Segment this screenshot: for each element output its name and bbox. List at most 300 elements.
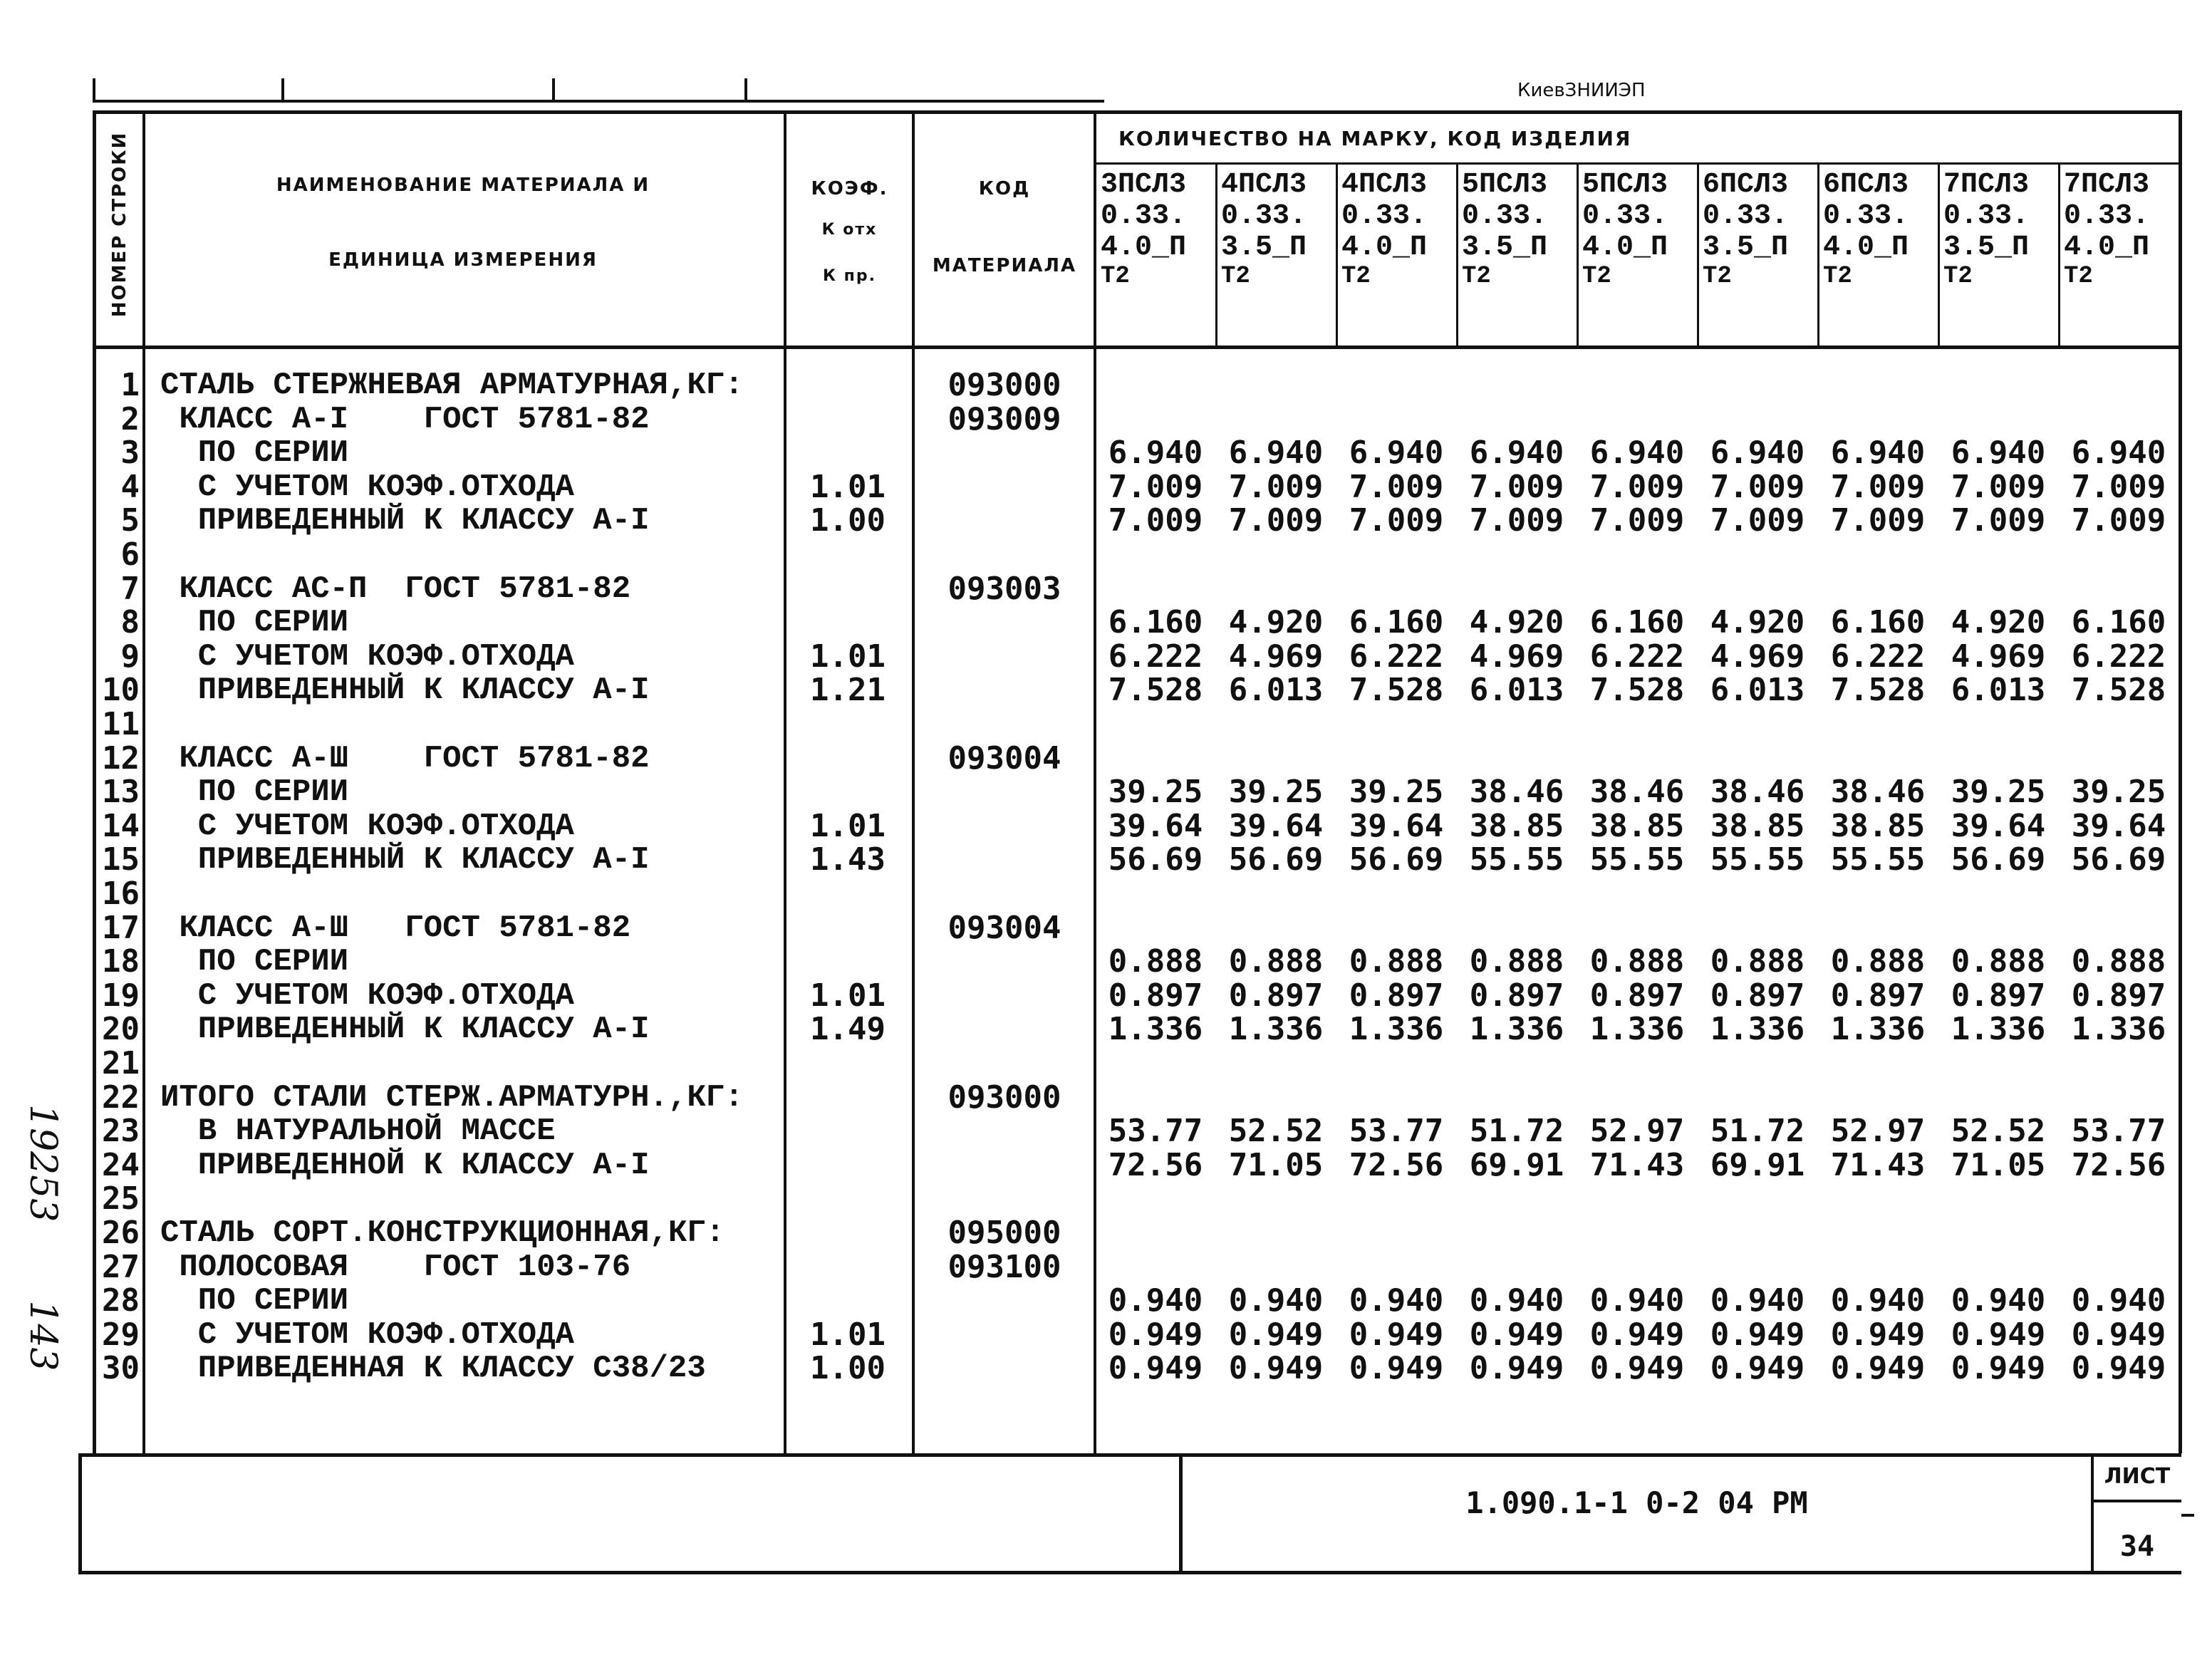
row-number: 9 <box>120 638 140 675</box>
quantity-cell: 0.888 <box>1469 943 1564 980</box>
quantity-cell: 0.888 <box>1349 943 1444 980</box>
row-number: 25 <box>102 1180 140 1217</box>
material-name: С УЧЕТОМ КОЭФ.ОТХОДА <box>160 808 574 844</box>
quantity-cell: 39.64 <box>2071 807 2166 844</box>
material-name: ПРИВЕДЕННЫЙ К КЛАССУ А-I <box>160 672 650 709</box>
quantity-cell: 7.009 <box>1830 502 1926 539</box>
quantity-cell: 7.528 <box>2071 672 2166 709</box>
row-number: 14 <box>102 807 140 844</box>
row-number: 8 <box>120 604 140 641</box>
quantity-cell: 7.009 <box>1349 468 1444 505</box>
quantity-cell: 0.897 <box>1108 977 1203 1014</box>
material-name: С УЧЕТОМ КОЭФ.ОТХОДА <box>160 977 574 1014</box>
quantity-cell: 52.97 <box>1589 1113 1685 1150</box>
product-column-header <box>1577 170 1702 289</box>
material-name: СТАЛЬ СТЕРЖНЕВАЯ АРМАТУРНАЯ,КГ: <box>160 368 744 403</box>
quantity-cell: 0.888 <box>1710 943 1805 980</box>
koef-value: 1.01 <box>810 468 886 505</box>
quantity-cell: 6.160 <box>1108 604 1203 641</box>
quantity-cell: 0.949 <box>2071 1350 2166 1387</box>
row-number: 5 <box>120 502 140 539</box>
document-code: 1.090.1-1 0-2 04 РМ <box>1465 1485 1808 1520</box>
quantity-cell: 1.336 <box>2071 1011 2166 1048</box>
col-sep-name <box>784 110 786 1453</box>
top-tick <box>744 78 747 103</box>
quantity-cell: 0.949 <box>1951 1316 2046 1353</box>
quantity-cell: 0.949 <box>1830 1316 1926 1353</box>
quantity-cell: 6.160 <box>2071 604 2166 641</box>
quantity-cell: 1.336 <box>1228 1011 1324 1048</box>
quantity-cell: 7.528 <box>1108 672 1203 709</box>
sheet-label: ЛИСТ <box>2104 1464 2171 1489</box>
product-header-line2: 0.33. <box>1943 200 2030 232</box>
material-code: 093004 <box>947 909 1061 946</box>
row-number: 21 <box>102 1045 140 1081</box>
footer-bottom <box>78 1571 2181 1574</box>
koef-value: 1.43 <box>810 841 886 878</box>
row-number: 19 <box>102 977 140 1014</box>
row-number: 15 <box>102 841 140 878</box>
quantity-cell: 52.52 <box>1951 1113 2046 1150</box>
quantity-cell: 6.160 <box>1830 604 1926 641</box>
material-name: В НАТУРАЛЬНОЙ МАССЕ <box>160 1113 556 1150</box>
col-sep-koef <box>912 110 915 1453</box>
material-name: ПО СЕРИИ <box>160 944 349 980</box>
quantity-cell: 53.77 <box>1108 1113 1203 1150</box>
quantity-cell: 7.009 <box>1228 502 1324 539</box>
koef-value: 1.00 <box>810 502 886 539</box>
quantity-cell: 6.222 <box>1589 638 1685 675</box>
product-header-line2: 0.33. <box>1582 200 1668 232</box>
quantity-cell: 7.528 <box>1589 672 1685 709</box>
quantity-cell: 6.940 <box>1349 435 1444 472</box>
quantity-cell: 0.897 <box>1951 977 2046 1014</box>
quantity-cell: 6.940 <box>1589 435 1685 472</box>
quantity-cell: 0.949 <box>1589 1316 1685 1353</box>
koef-value: 1.01 <box>810 807 886 844</box>
top-tick <box>281 78 284 103</box>
product-header-line1: 5ПСЛ3 <box>1582 169 1668 201</box>
quantity-cell: 38.46 <box>1710 774 1805 811</box>
quantity-cell: 39.25 <box>1951 774 2046 811</box>
quantity-cell: 71.05 <box>1951 1146 2046 1183</box>
body-bottom <box>78 1453 2181 1457</box>
quantity-cell: 1.336 <box>1349 1011 1444 1048</box>
quantity-cell: 4.920 <box>1951 604 2046 641</box>
material-code: 093009 <box>947 400 1061 437</box>
archive-number: 19253 <box>21 1104 64 1222</box>
code-header-line1: КОД <box>978 178 1031 199</box>
material-name: СТАЛЬ СОРТ.КОНСТРУКЦИОННАЯ,КГ: <box>160 1215 725 1251</box>
quantity-cell: 0.949 <box>1349 1316 1444 1353</box>
row-number: 1 <box>120 367 140 403</box>
quantity-cell: 0.940 <box>1349 1282 1444 1319</box>
quantity-cell: 6.222 <box>1108 638 1203 675</box>
name-header-line2: ЕДИНИЦА ИЗМЕРЕНИЯ <box>328 249 598 271</box>
material-name: КЛАСС А-Ш ГОСТ 5781-82 <box>160 740 650 777</box>
quantity-cell: 4.920 <box>1469 604 1564 641</box>
material-name: ПРИВЕДЕННЫЙ К КЛАССУ А-I <box>160 503 650 539</box>
product-header-line1: 6ПСЛ3 <box>1823 169 1909 201</box>
product-header-line3: 4.0_П <box>1823 232 1909 264</box>
product-header-line4: Т2 <box>1823 263 1852 290</box>
quantity-cell: 52.52 <box>1228 1113 1324 1150</box>
material-name: КЛАСС А-Ш ГОСТ 5781-82 <box>160 910 631 946</box>
sheet-box-left <box>2091 1453 2094 1574</box>
product-header-line3: 4.0_П <box>1101 232 1187 264</box>
material-name: ПРИВЕДЕННАЯ К КЛАССУ С38/23 <box>160 1351 706 1387</box>
row-number: 28 <box>102 1282 140 1319</box>
quantity-cell: 0.897 <box>1469 977 1564 1014</box>
product-header-line2: 0.33. <box>1341 200 1428 232</box>
row-number-header: НОМЕР СТРОКИ <box>109 131 130 318</box>
quantity-cell: 69.91 <box>1469 1146 1564 1183</box>
quantity-cell: 4.969 <box>1469 638 1564 675</box>
row-number: 23 <box>102 1113 140 1150</box>
product-header-line2: 0.33. <box>1101 200 1187 232</box>
sheet-box-mid <box>2091 1500 2181 1502</box>
material-name: ПО СЕРИИ <box>160 435 349 472</box>
quantity-cell: 0.949 <box>1108 1316 1203 1353</box>
quantity-cell: 1.336 <box>1710 1011 1805 1048</box>
quantity-cell: 56.69 <box>1228 841 1324 878</box>
quantity-cell: 0.888 <box>1228 943 1324 980</box>
row-number: 26 <box>102 1215 140 1251</box>
quantity-header: КОЛИЧЕСТВО НА МАРКУ, КОД ИЗДЕЛИЯ <box>1118 127 1632 150</box>
quantity-cell: 4.920 <box>1228 604 1324 641</box>
row-number: 2 <box>120 400 140 437</box>
quantity-cell: 6.222 <box>2071 638 2166 675</box>
quantity-cell: 0.949 <box>2071 1316 2166 1353</box>
name-header-line1: НАИМЕНОВАНИЕ МАТЕРИАЛА И <box>276 175 650 196</box>
product-column-header <box>2058 170 2184 289</box>
quantity-cell: 0.940 <box>1108 1282 1203 1319</box>
row-number: 11 <box>102 706 140 742</box>
quantity-cell: 53.77 <box>1349 1113 1444 1150</box>
quantity-cell: 55.55 <box>1469 841 1564 878</box>
product-header-line1: 3ПСЛ3 <box>1101 169 1187 201</box>
quantity-cell: 72.56 <box>1108 1146 1203 1183</box>
product-header-line4: Т2 <box>1943 263 1973 290</box>
material-name: ПРИВЕДЕННЫЙ К КЛАССУ А-I <box>160 842 650 878</box>
quantity-cell: 7.009 <box>1951 502 2046 539</box>
product-column-header <box>1456 170 1582 289</box>
header-bottom <box>93 346 2181 349</box>
quantity-cell: 0.949 <box>1830 1350 1926 1387</box>
product-header-line3: 3.5_П <box>1221 232 1307 264</box>
quantity-cell: 0.949 <box>1228 1316 1324 1353</box>
sheet-tick <box>2181 1514 2194 1517</box>
quantity-cell: 38.85 <box>1589 807 1685 844</box>
material-name: КЛАСС АС-П ГОСТ 5781-82 <box>160 571 631 607</box>
quantity-cell: 7.009 <box>1830 468 1926 505</box>
quantity-cell: 72.56 <box>2071 1146 2166 1183</box>
product-header-line2: 0.33. <box>1462 200 1548 232</box>
product-header-line3: 3.5_П <box>1943 232 2030 264</box>
product-header-line3: 3.5_П <box>1703 232 1789 264</box>
material-name: ПРИВЕДЕННЫЙ К КЛАССУ А-I <box>160 1012 650 1048</box>
quantity-cell: 0.940 <box>2071 1282 2166 1319</box>
quantity-cell: 7.009 <box>1710 502 1805 539</box>
quantity-cell: 55.55 <box>1589 841 1685 878</box>
product-header-line1: 7ПСЛ3 <box>2064 169 2150 201</box>
product-header-line3: 4.0_П <box>1341 232 1428 264</box>
material-code: 093004 <box>947 739 1061 777</box>
quantity-cell: 6.940 <box>1228 435 1324 472</box>
quantity-cell: 38.85 <box>1469 807 1564 844</box>
quantity-cell: 1.336 <box>1108 1011 1203 1048</box>
quantity-cell: 7.009 <box>2071 468 2166 505</box>
row-number: 16 <box>102 876 140 912</box>
quantity-cell: 55.55 <box>1830 841 1926 878</box>
product-header-line4: Т2 <box>1221 263 1250 290</box>
product-header-line3: 3.5_П <box>1462 232 1548 264</box>
product-column-header <box>1215 170 1341 289</box>
quantity-cell: 1.336 <box>1589 1011 1685 1048</box>
quantity-cell: 7.009 <box>1469 502 1564 539</box>
quantity-cell: 0.897 <box>1228 977 1324 1014</box>
top-tick <box>93 78 95 103</box>
quantity-cell: 51.72 <box>1469 1113 1564 1150</box>
quantity-cell: 0.949 <box>1710 1316 1805 1353</box>
product-header-line2: 0.33. <box>1221 200 1307 232</box>
material-name: С УЧЕТОМ КОЭФ.ОТХОДА <box>160 469 574 505</box>
quantity-cell: 0.949 <box>1951 1350 2046 1387</box>
quantity-cell: 38.85 <box>1830 807 1926 844</box>
quantity-cell: 7.009 <box>1228 468 1324 505</box>
quantity-cell: 0.949 <box>1469 1350 1564 1387</box>
product-header-line4: Т2 <box>1341 263 1371 290</box>
quantity-cell: 6.940 <box>1710 435 1805 472</box>
quantity-cell: 0.949 <box>1469 1316 1564 1353</box>
koef-value: 1.21 <box>810 672 886 709</box>
quantity-cell: 38.46 <box>1830 774 1926 811</box>
product-header-line2: 0.33. <box>1823 200 1909 232</box>
material-code: 093000 <box>947 367 1061 403</box>
quantity-cell: 56.69 <box>1951 841 2046 878</box>
row-number: 27 <box>102 1248 140 1285</box>
quantity-cell: 7.009 <box>1349 502 1444 539</box>
product-column-header <box>1817 170 1943 289</box>
quantity-cell: 0.940 <box>1830 1282 1926 1319</box>
row-number: 7 <box>120 570 140 607</box>
quantity-cell: 39.64 <box>1228 807 1324 844</box>
quantity-cell: 7.009 <box>1589 468 1685 505</box>
top-stamp: КиевЗНИИЭП <box>1517 80 1646 101</box>
quantity-cell: 0.949 <box>1710 1350 1805 1387</box>
quantity-cell: 4.969 <box>1710 638 1805 675</box>
quantity-header-sep <box>1094 162 2181 165</box>
material-name: С УЧЕТОМ КОЭФ.ОТХОДА <box>160 638 574 675</box>
koef-value: 1.01 <box>810 1316 886 1353</box>
quantity-cell: 0.949 <box>1589 1350 1685 1387</box>
product-header-line4: Т2 <box>1462 263 1491 290</box>
material-code: 093003 <box>947 570 1061 607</box>
quantity-cell: 7.528 <box>1830 672 1926 709</box>
row-number: 18 <box>102 943 140 980</box>
koef-header-line2: К отх <box>821 221 878 239</box>
quantity-cell: 7.009 <box>1710 468 1805 505</box>
quantity-cell: 7.528 <box>1349 672 1444 709</box>
quantity-cell: 7.009 <box>1469 468 1564 505</box>
quantity-cell: 39.25 <box>1228 774 1324 811</box>
product-header-line2: 0.33. <box>2064 200 2150 232</box>
material-name: ПО СЕРИИ <box>160 605 349 641</box>
product-header-line1: 5ПСЛ3 <box>1462 169 1548 201</box>
product-header-line3: 4.0_П <box>1582 232 1668 264</box>
quantity-cell: 7.009 <box>1108 502 1203 539</box>
code-header-line2: МАТЕРИАЛА <box>932 255 1077 276</box>
product-header-line1: 4ПСЛ3 <box>1341 169 1428 201</box>
quantity-cell: 55.55 <box>1710 841 1805 878</box>
quantity-cell: 6.160 <box>1589 604 1685 641</box>
quantity-cell: 39.64 <box>1951 807 2046 844</box>
quantity-cell: 6.013 <box>1228 672 1324 709</box>
koef-header-line3: К пр. <box>823 267 876 285</box>
top-border-line <box>93 100 1104 103</box>
material-name: ПО СЕРИИ <box>160 774 349 811</box>
quantity-cell: 6.940 <box>1469 435 1564 472</box>
quantity-cell: 0.897 <box>2071 977 2166 1014</box>
quantity-cell: 69.91 <box>1710 1146 1805 1183</box>
quantity-cell: 6.940 <box>1951 435 2046 472</box>
quantity-cell: 53.77 <box>2071 1113 2166 1150</box>
koef-value: 1.00 <box>810 1350 886 1387</box>
row-number: 30 <box>102 1350 140 1387</box>
quantity-cell: 0.888 <box>1830 943 1926 980</box>
quantity-cell: 0.897 <box>1349 977 1444 1014</box>
quantity-cell: 0.940 <box>1710 1282 1805 1319</box>
material-name: ПРИВЕДЕННОЙ К КЛАССУ А-I <box>160 1147 650 1183</box>
frame-top <box>93 110 2181 114</box>
quantity-cell: 0.940 <box>1228 1282 1324 1319</box>
quantity-cell: 0.949 <box>1349 1350 1444 1387</box>
quantity-cell: 0.949 <box>1228 1350 1324 1387</box>
quantity-cell: 39.25 <box>1349 774 1444 811</box>
quantity-cell: 51.72 <box>1710 1113 1805 1150</box>
product-header-line4: Т2 <box>1101 263 1130 290</box>
quantity-cell: 0.897 <box>1710 977 1805 1014</box>
koef-value: 1.49 <box>810 1011 886 1048</box>
quantity-cell: 0.940 <box>1589 1282 1685 1319</box>
row-number: 29 <box>102 1316 140 1353</box>
row-number: 3 <box>120 435 140 472</box>
material-code: 093000 <box>947 1079 1061 1116</box>
product-header-line4: Т2 <box>2064 263 2093 290</box>
product-column-header <box>1697 170 1822 289</box>
quantity-cell: 6.940 <box>1830 435 1926 472</box>
quantity-cell: 71.43 <box>1589 1146 1685 1183</box>
material-name: С УЧЕТОМ КОЭФ.ОТХОДА <box>160 1317 574 1353</box>
koef-header-line1: КОЭФ. <box>811 178 888 199</box>
quantity-cell: 0.940 <box>1469 1282 1564 1319</box>
koef-value: 1.01 <box>810 977 886 1014</box>
row-number: 17 <box>102 909 140 946</box>
page-mark: 143 <box>21 1300 64 1371</box>
quantity-cell: 6.940 <box>2071 435 2166 472</box>
material-code: 095000 <box>947 1215 1061 1251</box>
row-number: 12 <box>102 739 140 777</box>
col-sep-rownum <box>142 110 145 1453</box>
sheet-number: 34 <box>2119 1530 2155 1563</box>
product-header-line1: 6ПСЛ3 <box>1703 169 1789 201</box>
footer-left <box>78 1453 82 1574</box>
material-code: 093100 <box>947 1248 1061 1285</box>
material-name: КЛАСС А-I ГОСТ 5781-82 <box>160 401 650 437</box>
quantity-cell: 7.009 <box>2071 502 2166 539</box>
material-name: ИТОГО СТАЛИ СТЕРЖ.АРМАТУРН.,КГ: <box>160 1079 744 1116</box>
quantity-cell: 56.69 <box>2071 841 2166 878</box>
quantity-cell: 72.56 <box>1349 1146 1444 1183</box>
product-header-line4: Т2 <box>1582 263 1611 290</box>
quantity-cell: 38.85 <box>1710 807 1805 844</box>
top-tick <box>552 78 555 103</box>
quantity-cell: 1.336 <box>1469 1011 1564 1048</box>
product-header-line4: Т2 <box>1703 263 1732 290</box>
row-number: 10 <box>102 672 140 709</box>
product-column-header <box>1336 170 1461 289</box>
quantity-cell: 4.920 <box>1710 604 1805 641</box>
row-number: 20 <box>102 1011 140 1048</box>
quantity-cell: 7.009 <box>1951 468 2046 505</box>
koef-value: 1.01 <box>810 638 886 675</box>
quantity-cell: 38.46 <box>1589 774 1685 811</box>
quantity-cell: 6.013 <box>1951 672 2046 709</box>
quantity-cell: 56.69 <box>1108 841 1203 878</box>
product-header-line1: 4ПСЛ3 <box>1221 169 1307 201</box>
row-number: 6 <box>120 536 140 573</box>
product-header-line3: 4.0_П <box>2064 232 2150 264</box>
quantity-cell: 39.25 <box>2071 774 2166 811</box>
quantity-cell: 39.64 <box>1108 807 1203 844</box>
row-number: 24 <box>102 1146 140 1183</box>
quantity-cell: 0.888 <box>1108 943 1203 980</box>
row-number: 4 <box>120 468 140 505</box>
quantity-cell: 6.222 <box>1349 638 1444 675</box>
quantity-cell: 6.160 <box>1349 604 1444 641</box>
quantity-cell: 0.897 <box>1830 977 1926 1014</box>
quantity-cell: 56.69 <box>1349 841 1444 878</box>
quantity-cell: 0.888 <box>1589 943 1685 980</box>
quantity-cell: 6.013 <box>1469 672 1564 709</box>
quantity-cell: 0.888 <box>1951 943 2046 980</box>
quantity-cell: 4.969 <box>1951 638 2046 675</box>
quantity-cell: 4.969 <box>1228 638 1324 675</box>
quantity-cell: 71.05 <box>1228 1146 1324 1183</box>
quantity-cell: 39.25 <box>1108 774 1203 811</box>
quantity-cell: 1.336 <box>1830 1011 1926 1048</box>
material-name: ПО СЕРИИ <box>160 1283 349 1319</box>
quantity-cell: 7.009 <box>1108 468 1203 505</box>
quantity-cell: 39.64 <box>1349 807 1444 844</box>
material-name: ПОЛОСОВАЯ ГОСТ 103-76 <box>160 1249 631 1285</box>
quantity-cell: 7.009 <box>1589 502 1685 539</box>
product-header-line2: 0.33. <box>1703 200 1789 232</box>
product-column-header <box>1095 170 1220 289</box>
quantity-cell: 0.897 <box>1589 977 1685 1014</box>
quantity-cell: 1.336 <box>1951 1011 2046 1048</box>
product-column-header <box>1938 170 2063 289</box>
quantity-cell: 6.940 <box>1108 435 1203 472</box>
quantity-cell: 38.46 <box>1469 774 1564 811</box>
row-number: 22 <box>102 1079 140 1116</box>
quantity-cell: 0.888 <box>2071 943 2166 980</box>
quantity-cell: 6.222 <box>1830 638 1926 675</box>
quantity-cell: 0.949 <box>1108 1350 1203 1387</box>
product-header-line1: 7ПСЛ3 <box>1943 169 2030 201</box>
quantity-cell: 71.43 <box>1830 1146 1926 1183</box>
quantity-cell: 52.97 <box>1830 1113 1926 1150</box>
